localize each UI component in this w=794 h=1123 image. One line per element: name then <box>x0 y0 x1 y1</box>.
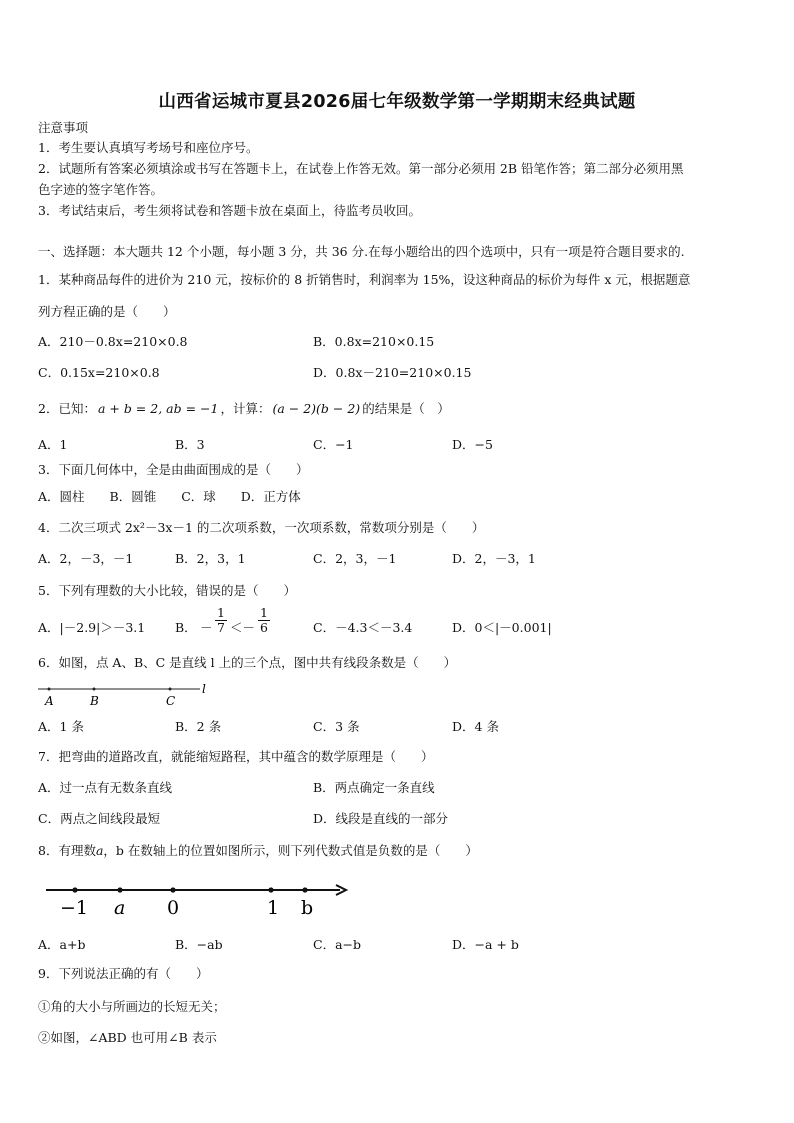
notice-heading: 注意事项 <box>38 120 89 135</box>
q8-option-b: B．−ab <box>175 937 223 952</box>
q8-point-neg1 <box>72 887 77 892</box>
q8-label-a: a <box>114 897 126 919</box>
q2-option-b: B．3 <box>175 437 205 452</box>
q2-mid: ，计算： <box>220 401 271 416</box>
q8-option-a: A．a+b <box>38 937 86 952</box>
q7-option-b: B．两点确定一条直线 <box>313 780 435 795</box>
q2-stem <box>38 401 450 417</box>
q8-point-a <box>117 887 122 892</box>
q8-stem-start: 8．有理数 <box>38 843 96 858</box>
q4-option-a: A．2，－3，－1 <box>38 551 134 566</box>
q7-option-c: C．两点之间线段最短 <box>38 811 161 826</box>
q5-fraction-1-denominator: 7 <box>217 620 225 635</box>
q5-fraction-2-numerator: 1 <box>258 606 270 621</box>
q6-line-figure <box>36 680 216 710</box>
q6-option-a: A．1 条 <box>38 719 84 734</box>
q6-point-a <box>48 688 51 691</box>
q2-condition: a + b = 2, ab = −1 <box>97 401 219 416</box>
q5-fraction-1 <box>215 606 227 635</box>
q1-option-d: D．0.8x－210=210×0.15 <box>313 365 472 380</box>
q5-fraction-1-numerator: 1 <box>215 606 227 621</box>
q8-point-b <box>302 887 307 892</box>
q8-label-0: 0 <box>167 897 180 919</box>
q9-stem: 9．下列说法正确的有（ ） <box>38 966 209 981</box>
q6-label-a: A <box>45 694 54 708</box>
q5-option-b-label: B． <box>175 620 197 635</box>
q6-point-c <box>169 688 172 691</box>
q8-stem-end: ，b 在数轴上的位置如图所示，则下列代数式值是负数的是（ ） <box>103 843 478 858</box>
q4-option-d: D．2，－3，1 <box>452 551 536 566</box>
q2-expression: (a − 2)(b − 2) <box>272 401 361 416</box>
q6-point-b <box>93 688 96 691</box>
q5-option-c: C．－4.3＜－3.4 <box>313 620 413 635</box>
notice-item-2-cont: 色字迹的签字笔作答。 <box>38 182 164 197</box>
q1-option-a: A．210－0.8x=210×0.8 <box>38 334 188 349</box>
q7-option-a: A．过一点有无数条直线 <box>38 780 173 795</box>
q7-option-d: D．线段是直线的一部分 <box>313 811 449 826</box>
q5-option-d: D．0＜|－0.001| <box>452 620 552 635</box>
q2-option-d: D．−5 <box>452 437 493 452</box>
q7-stem: 7．把弯曲的道路改直，就能缩短路程，其中蕴含的数学原理是（ ） <box>38 749 434 764</box>
q2-option-c: C．−1 <box>313 437 354 452</box>
q8-var-a: a <box>95 843 104 858</box>
q8-option-c: C．a−b <box>313 937 361 952</box>
notice-item-2: 2．试题所有答案必须填涂或书写在答题卡上，在试卷上作答无效。第一部分必须用 2B 铅笔作答；第二部分必须用黑 <box>38 161 684 176</box>
q2-option-a: A．1 <box>38 437 68 452</box>
q8-label-neg1: −1 <box>60 897 89 919</box>
q8-number-line <box>40 876 360 920</box>
q6-label-c: C <box>166 694 176 708</box>
q2-prefix: 2．已知： <box>38 401 96 416</box>
q8-stem <box>38 843 478 859</box>
q9-statement-1: ①角的大小与所画边的长短无关； <box>38 999 226 1014</box>
exam-title: 山西省运城市夏县2026届七年级数学第一学期期末经典试题 <box>158 92 636 112</box>
q3-stem: 3．下面几何体中，全是由曲面围成的是（ ） <box>38 462 309 477</box>
q8-option-d: D．−a + b <box>452 937 519 952</box>
notice-item-3: 3．考试结束后，考生须将试卷和答题卡放在桌面上，待监考员收回。 <box>38 203 421 218</box>
q1-stem-line2: 列方程正确的是（ ） <box>38 304 176 319</box>
q8-label-1: 1 <box>267 897 280 919</box>
q5-fraction-2 <box>258 606 270 635</box>
section-heading: 一、选择题：本大题共 12 个小题，每小题 3 分，共 36 分.在每小题给出的四个选项中，只有一项是符合题目要求的. <box>38 244 685 259</box>
q1-stem-line1: 1．某种商品每件的进价为 210 元，按标价的 8 折销售时，利润率为 15%，设这种商品的标价为每件 x 元，根据题意 <box>38 272 691 287</box>
q8-point-0 <box>170 887 175 892</box>
q6-label-b: B <box>90 694 99 708</box>
q1-option-c: C．0.15x=210×0.8 <box>38 365 160 380</box>
notice-item-1: 1．考生要认真填写考场号和座位序号。 <box>38 140 259 155</box>
q5-stem: 5．下列有理数的大小比较，错误的是（ ） <box>38 583 296 598</box>
q6-label-l: l <box>202 682 206 696</box>
q6-option-b: B．2 条 <box>175 719 222 734</box>
q6-option-c: C．3 条 <box>313 719 360 734</box>
q3-options: A．圆柱 B．圆锥 C．球 D．正方体 <box>38 489 301 504</box>
q4-option-b: B．2，3，1 <box>175 551 246 566</box>
q5-fraction-2-denominator: 6 <box>260 620 268 635</box>
q5-option-b-minus: － <box>200 620 213 635</box>
q4-stem: 4．二次三项式 2x²－3x－1 的二次项系数，一次项系数，常数项分别是（ ） <box>38 520 485 535</box>
q5-option-b-mid: ＜－ <box>230 620 256 635</box>
q2-suffix: 的结果是（ ） <box>362 401 450 416</box>
q6-stem: 6．如图，点 A、B、C 是直线 l 上的三个点，图中共有线段条数是（ ） <box>38 655 457 670</box>
q5-option-a: A．|－2.9|＞－3.1 <box>38 620 146 635</box>
q8-point-1 <box>268 887 273 892</box>
q1-option-b: B．0.8x=210×0.15 <box>313 334 435 349</box>
q8-label-b: b <box>301 897 314 919</box>
q9-statement-2: ②如图，∠ABD 也可用∠B 表示 <box>38 1030 217 1045</box>
q4-option-c: C．2，3，－1 <box>313 551 397 566</box>
q6-option-d: D．4 条 <box>452 719 499 734</box>
